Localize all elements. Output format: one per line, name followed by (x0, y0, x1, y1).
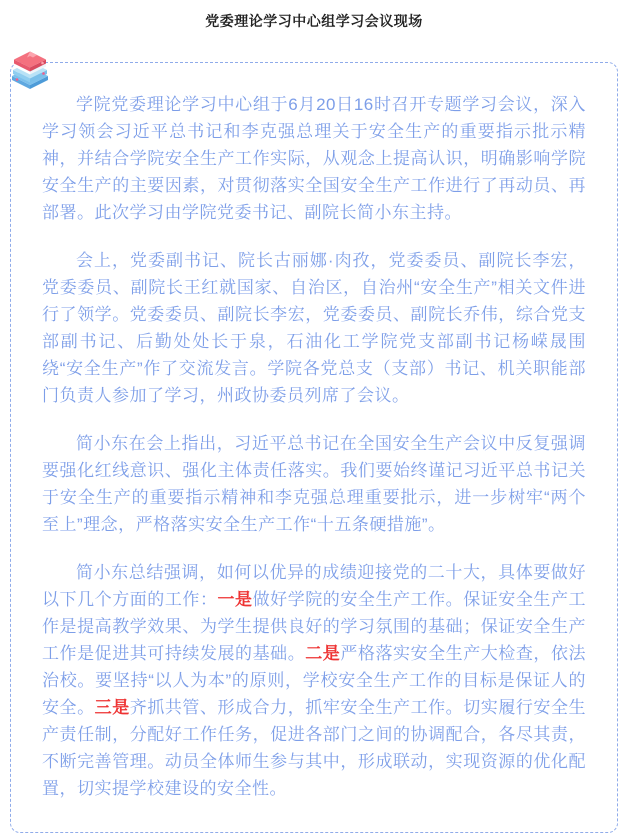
paragraph-text: 做好学院的安全生产工作。保证安全生产工作是提高教学效果、为学生提供良好的学习氛围的基础；保证安全生产工作是促进其可持续发展的基础。 (42, 590, 587, 663)
paragraph (42, 559, 586, 802)
article-box (10, 62, 618, 833)
paragraph-text: 简小东在会上指出，习近平总书记在全国安全生产会议中反复强调要强化红线意识、强化主体责任落实。我们要始终谨记习近平总书记关于安全生产的重要指示精神和李克强总理重要批示，进一步树牢“两个至上”理念，严格落实安全生产工作“十五条硬措施”。 (42, 434, 586, 534)
page-title: 党委理论学习中心组学习会议现场 (205, 13, 423, 29)
paragraph (42, 430, 586, 538)
paragraph-text: 会上，党委副书记、院长古丽娜·肉孜，党委委员、副院长李宏，党委委员、副院长王红就国家、自治区，自治州“安全生产”相关文件进行了领学。党委委员、副院长李宏，党委委员、副院长乔伟，综合党支部副书记、后勤处处长于泉，石油化工学院党支部副书记杨嵘晟围绕“安全生产”作了交流发言。学院各党总支（支部）书记、机关职能部门负责人参加了学习，州政协委员列席了会议。 (42, 251, 586, 405)
paragraph-text: 学院党委理论学习中心组于6月20日16时召开专题学习会议，深入学习领会习近平总书记和李克强总理关于安全生产的重要指示批示精神，并结合学院安全生产工作实际，从观念上提高认识，明确影响学院安全生产的主要因素，对贯彻落实全国安全生产工作进行了再动员、再部署。此次学习由学院党委书记、副院长简小东主持。 (42, 95, 586, 222)
books-icon (8, 47, 52, 93)
article-body (42, 91, 586, 802)
paragraph (42, 247, 586, 409)
red-emphasis: 三是 (94, 698, 130, 717)
red-emphasis: 二是 (305, 644, 341, 663)
paragraph (42, 91, 586, 226)
paragraph-text: 严格落实安全生产大检查，依法治校。要坚持“以人为本”的原则，学校安全生产工作的目标是保证人的安全。 (42, 644, 587, 717)
paragraph-text: 简小东总结强调，如何以优异的成绩迎接党的二十大，具体要做好以下几个方面的工作： (42, 563, 586, 609)
paragraph-text: 齐抓共管、形成合力，抓牢安全生产工作。切实履行安全生产责任制，分配好工作任务，促进各部门之间的协调配合，各尽其责，不断完善管理。动员全体师生参与其中，形成联动，实现资源的优化配置，切实提学校建设的安全性。 (42, 698, 587, 798)
red-emphasis: 一是 (217, 590, 253, 609)
